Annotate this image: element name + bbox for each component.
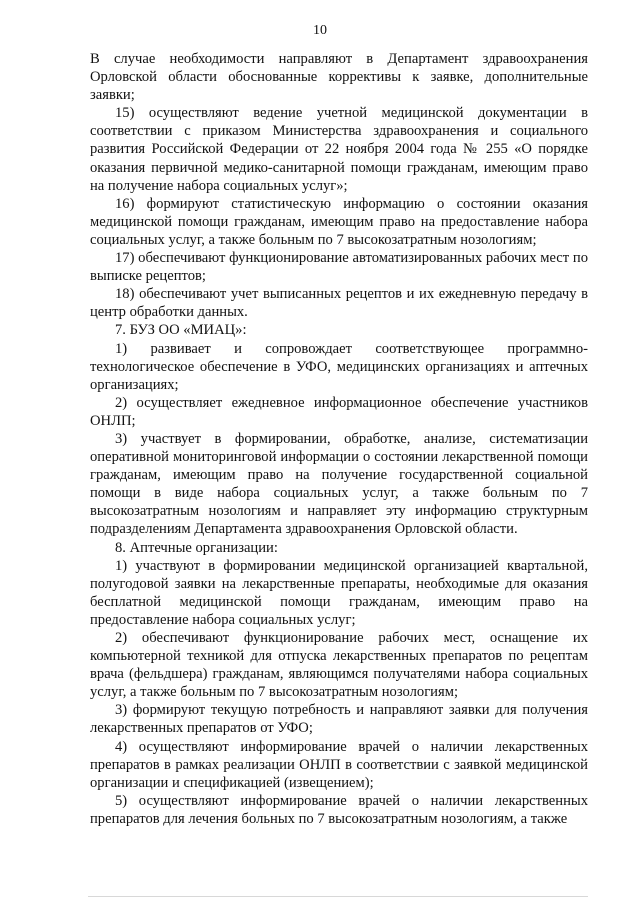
- paragraph: 2) обеспечивают функционирование рабочих мест, оснащение их компьютерной техникой для отпуска лекарственных препаратов по рецептам врача (фельдшера) гражданам, являющимся получателями набора социальных услуг, а также больным по 7 высокозатратным нозологиям;: [90, 630, 588, 701]
- section-heading: 7. БУЗ ОО «МИАЦ»:: [115, 322, 247, 339]
- paragraph: 3) формируют текущую потребность и направляют заявки для получения лекарственных препаратов от УФО;: [90, 702, 588, 737]
- paragraph: 18) обеспечивают учет выписанных рецептов и их ежедневную передачу в центр обработки данных.: [90, 286, 588, 321]
- paragraph: 15) осуществляют ведение учетной медицинской документации в соответствии с приказом Министерства здравоохранения и социального развития Российской Федерации от 22 ноября 2004 года № 255 «О порядке оказания первичной медико-санитарной помощи гражданам, имеющим право на получение набора социальных услуг»;: [90, 105, 588, 194]
- paragraph: 17) обеспечивают функционирование автоматизированных рабочих мест по выписке рецептов;: [90, 250, 588, 285]
- paragraph: 16) формируют статистическую информацию о состоянии оказания медицинской помощи гражданам, имеющим право на предоставление набора социальных услуг, а также больным по 7 высокозатратным нозологиям;: [90, 195, 588, 248]
- paragraph: 5) осуществляют информирование врачей о наличии лекарственных препаратов для лечения больных по 7 высокозатратным нозологиям, а также: [90, 792, 588, 827]
- document-body: [90, 50, 588, 828]
- paragraph: 1) развивает и сопровождает соответствующее программно-технологическое обеспечение в УФО, медицинских организациях и аптечных организациях;: [90, 340, 588, 393]
- section-heading: 8. Аптечные организации:: [115, 539, 278, 556]
- page-number: 10: [313, 23, 327, 38]
- paragraph: В случае необходимости направляют в Департамент здравоохранения Орловской области обоснованные коррективы к заявке, дополнительные заявки;: [90, 51, 588, 104]
- paragraph: 4) осуществляют информирование врачей о наличии лекарственных препаратов в рамках реализации ОНЛП в соответствии с заявкой медицинской организации и спецификацией (извещением);: [90, 738, 588, 791]
- paragraph: 3) участвует в формировании, обработке, анализе, систематизации оперативной мониторинговой информации о состоянии лекарственной помощи гражданам, имеющим право на получение государственной социальной помощи в виде набора социальных услуг, а также больным по 7 высокозатратным нозологиям и направляет эту информацию структурным подразделениям Департамента здравоохранения Орловской области.: [90, 430, 588, 538]
- scan-edge-divider: [88, 896, 588, 897]
- paragraph: 2) осуществляет ежедневное информационное обеспечение участников ОНЛП;: [90, 394, 588, 429]
- paragraph: 1) участвуют в формировании медицинской организацией квартальной, полугодовой заявки на лекарственные препараты, необходимые для оказания бесплатной медицинской помощи гражданам, имеющим право на предоставление набора социальных услуг;: [90, 557, 588, 628]
